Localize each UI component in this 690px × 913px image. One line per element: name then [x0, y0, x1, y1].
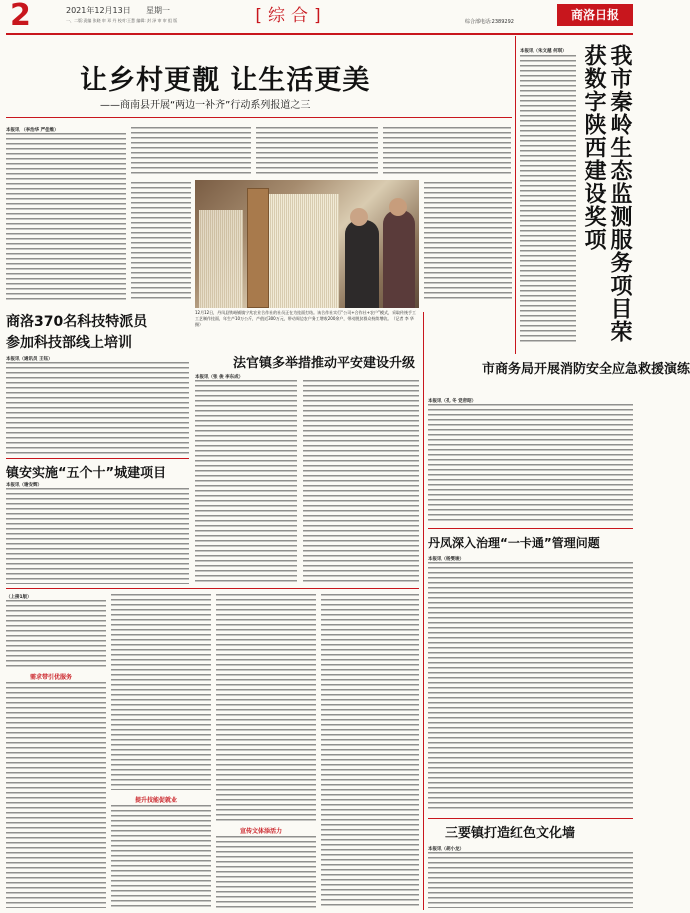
worker-head-2 — [389, 198, 407, 216]
edition-info: 综合部电话:2389292 — [465, 19, 514, 25]
redculture-headline: 三要镇打造红色文化墙 — [445, 826, 576, 841]
issue-weekday: 星期一 — [146, 6, 170, 15]
page-number: 2 — [10, 0, 31, 33]
side-article-text — [520, 55, 576, 345]
onecard-headline: 丹凤深入治理“一卡通”管理问题 — [428, 536, 600, 550]
cont-text-col1a — [6, 600, 106, 668]
noodle-strands-left — [199, 210, 243, 308]
header-rule — [6, 33, 633, 35]
cont-text-col4 — [321, 594, 419, 908]
cont-subhead-1: 需求带引优服务 — [30, 674, 73, 681]
main-headline: 让乡村更靓 让生活更美 — [80, 65, 371, 96]
main-subheadline: ——商南县开展“两边一补齐”行动系列报道之三 — [100, 100, 311, 111]
noodle-strands — [269, 194, 339, 308]
divider — [6, 588, 419, 589]
fire-article-text — [428, 404, 633, 524]
tech-headline-line1: 商洛370名科技特派员 — [6, 314, 148, 330]
safety-headline: 法官镇多举措推动平安建设升级 — [233, 356, 416, 371]
main-byline: 本报讯 （李治华 严佳维） — [6, 128, 59, 133]
continuation-label: （上接1版） — [6, 595, 32, 600]
photo-caption: 12月12日，丹凤县铁峪铺镇宁兆农业合作社的社员正在为挂面打结。该合作社实行“公司+合作社+农户”模式，采取传统手工工艺制作挂面，年生产10万公斤，产值近300万元，带动周边农户务工增收200余户，带动脱贫群众持续增收。（记者 李 华 摄） — [195, 310, 417, 327]
main-article-text-col3 — [256, 127, 378, 177]
fire-byline: 本报讯（孔 冬 党帝昭） — [428, 399, 477, 404]
section-title: [综合] — [255, 6, 327, 26]
wooden-sign — [247, 188, 269, 308]
cont-text-col2b — [111, 805, 211, 908]
redculture-article-text — [428, 852, 633, 908]
onecard-byline: 本报讯（杨雯竣） — [428, 557, 464, 562]
fiveten-byline: 本报讯（谢安辉） — [6, 483, 42, 488]
tech-byline: 本报讯（通讯员 王钰） — [6, 357, 53, 362]
cont-subhead-2: 提升技能促就业 — [135, 797, 178, 804]
main-article-text-col2b — [131, 182, 191, 302]
cont-subhead-3: 宣传文体添活力 — [240, 828, 283, 835]
tech-article-text — [6, 362, 189, 454]
tech-headline-line2: 参加科技部线上培训 — [6, 335, 132, 351]
main-article-text-col4 — [383, 127, 511, 177]
cont-text-col1b — [6, 682, 106, 908]
worker-figure-2 — [383, 210, 415, 308]
issue-date: 2021年12月13日 — [66, 6, 131, 15]
fiveten-article-text — [6, 488, 189, 584]
divider — [428, 528, 633, 529]
side-byline: 本报讯（朱文越 何琪） — [520, 49, 567, 54]
safety-article-text-col2 — [303, 380, 419, 582]
editor-credits: 一、二版:责编 张晓 审 邓 丹 校对:王慧 编辑: 封 泽 审 审 组 版 — [66, 18, 178, 23]
fire-headline: 市商务局开展消防安全应急救援演练 — [482, 362, 690, 377]
fiveten-headline: 镇安实施“五个十”城建项目 — [6, 466, 167, 481]
cont-text-col2a — [111, 594, 211, 790]
newspaper-logo: 商洛日报 — [557, 4, 633, 26]
worker-figure-1 — [345, 220, 379, 308]
side-headline: 我市秦岭生态监测服务项目荣获数字陕西建设奖项 — [581, 44, 632, 343]
redculture-byline: 本报讯（胡小龙） — [428, 847, 464, 852]
main-article-text-col2 — [131, 127, 251, 177]
worker-head-1 — [350, 208, 368, 226]
safety-article-text-col1 — [195, 380, 297, 582]
cont-text-col3a — [216, 594, 316, 822]
safety-byline: 本报讯（张 俊 李东成） — [195, 375, 244, 380]
main-article-text-col4b — [424, 182, 512, 302]
divider — [428, 818, 633, 819]
onecard-article-text — [428, 562, 633, 812]
divider — [6, 117, 512, 118]
divider — [6, 458, 189, 459]
cont-text-col3b — [216, 836, 316, 908]
column-divider — [423, 312, 424, 910]
main-article-text-col1 — [6, 133, 126, 303]
column-divider — [515, 36, 516, 354]
news-photo-noodles — [195, 180, 419, 308]
